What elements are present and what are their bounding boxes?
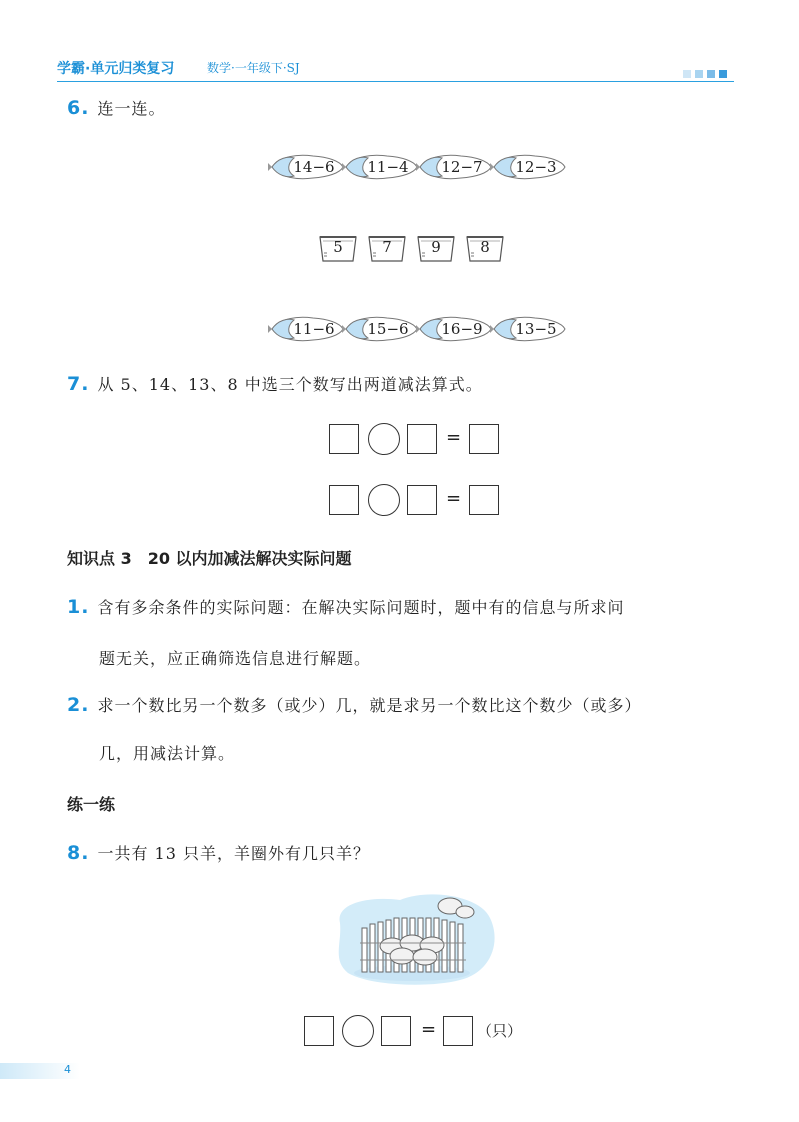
expression-leaf[interactable] <box>416 154 492 180</box>
expression-label: 11−4 <box>367 158 409 176</box>
tip-1-line-2: 题无关，应正确筛选信息进行解题。 <box>99 649 372 668</box>
answer-box[interactable] <box>407 424 437 454</box>
answer-box[interactable] <box>329 424 359 454</box>
sheep-pen-illustration <box>330 888 500 988</box>
expression-leaf[interactable] <box>342 154 418 180</box>
answer-bucket[interactable] <box>416 233 456 263</box>
page-number: 4 <box>64 1063 71 1076</box>
header-square <box>683 70 691 78</box>
answer-bucket[interactable] <box>318 233 358 263</box>
equals-sign: = <box>421 1019 437 1040</box>
answer-bucket[interactable] <box>465 233 505 263</box>
expression-leaf[interactable] <box>268 154 344 180</box>
question-text: 连一连。 <box>97 99 166 118</box>
answer-box[interactable] <box>469 485 499 515</box>
tip-text: 求一个数比另一个数多（或少）几，就是求另一个数比这个数少（或多） <box>97 696 642 715</box>
expression-label: 12−7 <box>441 158 483 176</box>
tip-2-line-1 <box>67 693 641 716</box>
answer-box[interactable] <box>304 1016 334 1046</box>
answer-box[interactable] <box>469 424 499 454</box>
equals-sign: = <box>446 488 462 509</box>
question-number: 6. <box>67 97 90 119</box>
operator-circle[interactable] <box>342 1015 374 1047</box>
page-footer <box>0 1063 80 1079</box>
question-text: 一共有 13 只羊，羊圈外有几只羊？ <box>97 844 370 863</box>
expression-label: 16−9 <box>441 320 483 338</box>
bucket-number: 8 <box>480 238 490 256</box>
bucket-number: 9 <box>431 238 441 256</box>
section-title: 知识点 3 20 以内加减法解决实际问题 <box>67 549 352 568</box>
bucket-number: 5 <box>333 238 343 256</box>
expression-label: 11−6 <box>293 320 335 338</box>
expression-leaf[interactable] <box>490 154 566 180</box>
tip-number: 2. <box>67 694 90 716</box>
operator-circle[interactable] <box>368 423 400 455</box>
question-8 <box>67 841 370 864</box>
tip-text: 含有多余条件的实际问题：在解决实际问题时，题中有的信息与所求问 <box>97 598 625 617</box>
expression-label: 12−3 <box>515 158 557 176</box>
expression-leaf[interactable] <box>490 316 566 342</box>
question-number: 8. <box>67 842 90 864</box>
expression-label: 13−5 <box>515 320 557 338</box>
expression-leaf[interactable] <box>416 316 492 342</box>
header-square <box>719 70 727 78</box>
practice-title: 练一练 <box>67 795 116 814</box>
header-subtitle: 数学·一年级下·SJ <box>207 61 300 75</box>
unit-label: （只） <box>477 1022 523 1040</box>
answer-box[interactable] <box>443 1016 473 1046</box>
expression-label: 15−6 <box>367 320 409 338</box>
answer-bucket[interactable] <box>367 233 407 263</box>
header-square <box>695 70 703 78</box>
expression-leaf[interactable] <box>268 316 344 342</box>
operator-circle[interactable] <box>368 484 400 516</box>
tip-number: 1. <box>67 596 90 618</box>
answer-box[interactable] <box>381 1016 411 1046</box>
question-6 <box>67 96 165 119</box>
equals-sign: = <box>446 427 462 448</box>
tip-1-line-1 <box>67 595 624 618</box>
tip-2-line-2: 几，用减法计算。 <box>99 744 236 763</box>
question-number: 7. <box>67 373 90 395</box>
bucket-number: 7 <box>382 238 392 256</box>
header-square <box>707 70 715 78</box>
expression-label: 14−6 <box>293 158 335 176</box>
question-text: 从 5、14、13、8 中选三个数写出两道减法算式。 <box>97 375 483 394</box>
expression-leaf[interactable] <box>342 316 418 342</box>
question-7 <box>67 372 483 395</box>
answer-box[interactable] <box>329 485 359 515</box>
header-brand: 学霸·单元归类复习 <box>57 61 175 77</box>
answer-box[interactable] <box>407 485 437 515</box>
page-header <box>57 56 734 82</box>
header-rule <box>57 81 734 82</box>
